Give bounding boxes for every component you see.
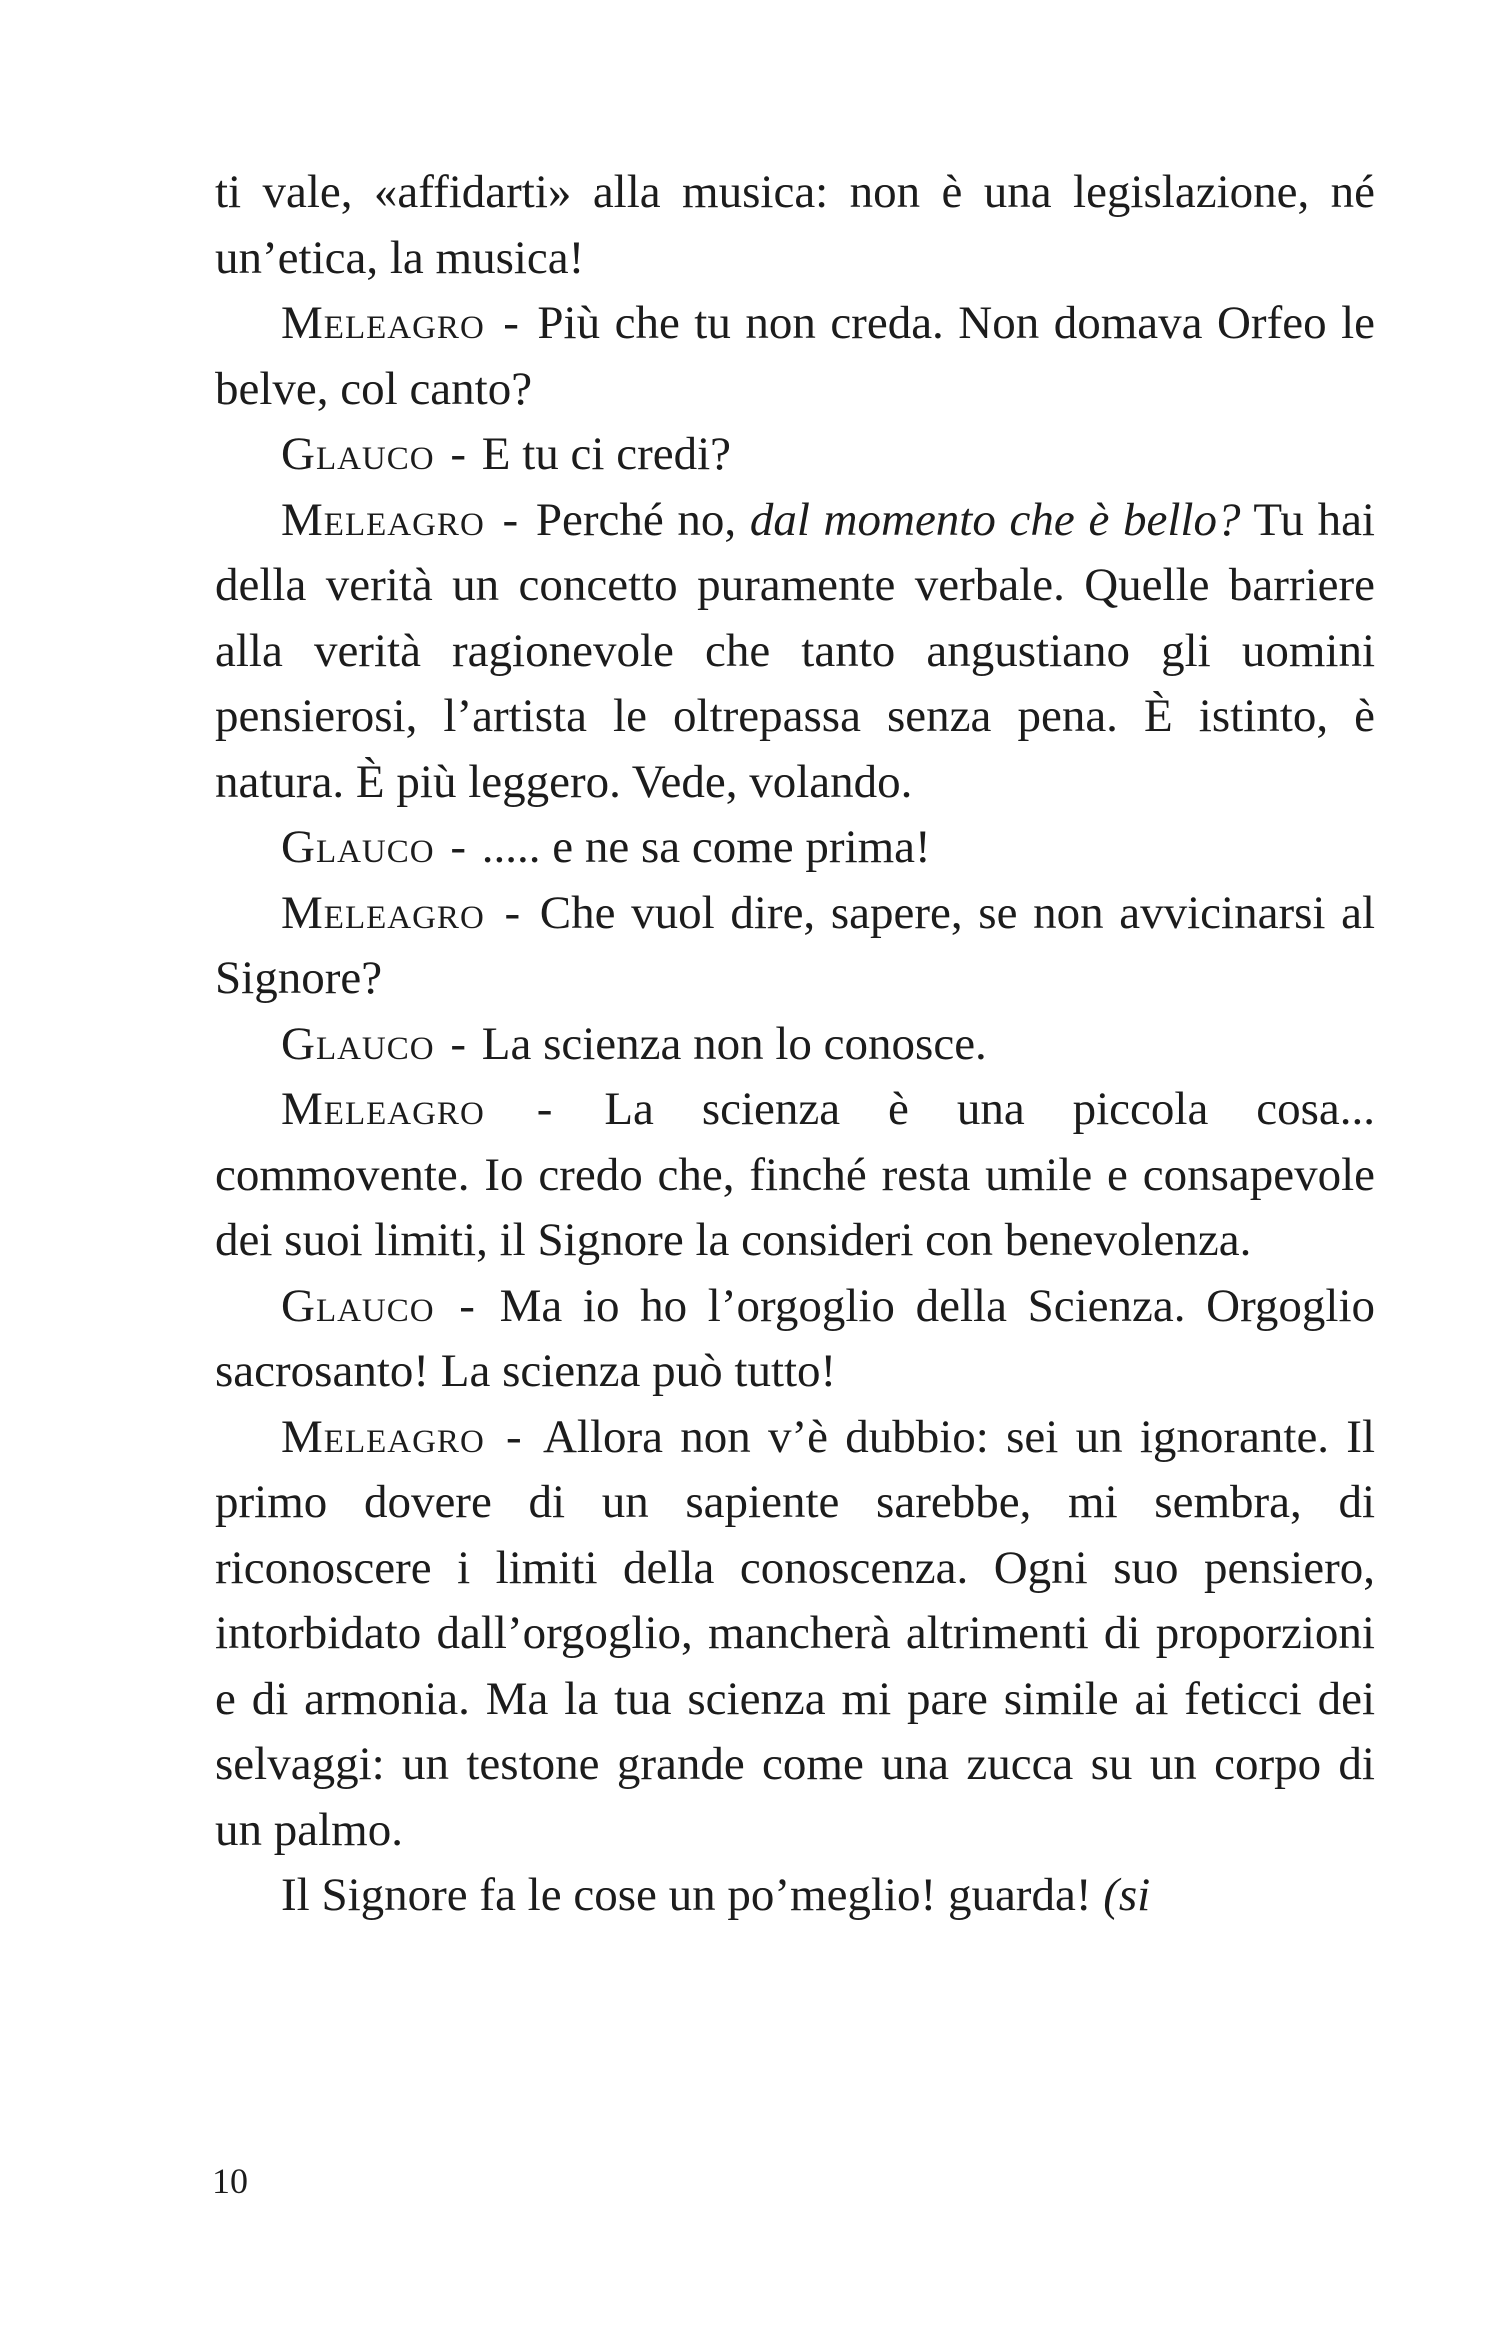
speaker-name: Glauco xyxy=(281,428,435,480)
page-number: 10 xyxy=(212,2161,248,2201)
speaker-separator: - xyxy=(450,1017,467,1070)
speaker-name: Meleagro xyxy=(281,493,485,546)
dialogue-paragraph xyxy=(215,815,1375,881)
dialogue-paragraph xyxy=(215,1405,1375,1864)
paragraph-text: ti vale, «affidarti» alla musica: non è una legislazione, né un’etica, la musica! xyxy=(215,166,1375,284)
speaker-name: Meleagro xyxy=(281,1410,485,1463)
dialogue-paragraph xyxy=(215,422,1375,488)
dialogue-paragraph xyxy=(215,1863,1375,1929)
speech-text: Più che tu non creda. Non domava Orfeo le belve, col canto? xyxy=(215,297,1375,415)
speech-text: La scienza non lo conosce. xyxy=(481,1017,987,1070)
speaker-name: Meleagro xyxy=(281,297,485,349)
speech-emphasis: dal momento che è bello? xyxy=(749,493,1241,546)
speech-text: Ma io ho l’orgoglio della Scienza. Orgoglio sacrosanto! La scienza può tutto! xyxy=(215,1279,1376,1397)
speech-text: Che vuol dire, sapere, se non avvicinarsi al Signore? xyxy=(215,886,1376,1004)
dialogue-paragraph xyxy=(215,1274,1375,1405)
dialogue-paragraph xyxy=(215,881,1375,1012)
speaker-separator: - xyxy=(502,493,519,546)
dialogue-text xyxy=(215,160,1375,1929)
speech-text: La scienza è una piccola cosa... commovente. Io credo che, finché resta umile e consapevole dei suoi limiti, il Signore la consideri con benevolenza. xyxy=(215,1083,1376,1266)
speech-text: Perché no, xyxy=(535,493,750,546)
stage-direction: (si xyxy=(1103,1869,1151,1921)
speech-text: E tu ci credi? xyxy=(481,428,731,480)
speech-text: Allora non v’è dubbio: sei un ignorante. Il primo dovere di un sapiente sarebbe, mi sembra, di riconoscere i limiti della conoscenza. Ogni suo pensiero, intorbidato dall’orgoglio, mancherà altrimenti di proporzioni e di armonia. Ma la tua scienza mi pare simile ai feticci dei selvaggi: un testone grande come una zucca su un corpo di un palmo. xyxy=(215,1410,1376,1856)
speaker-separator: - xyxy=(504,886,521,939)
speaker-separator: - xyxy=(536,1083,553,1135)
speaker-separator: - xyxy=(506,1410,522,1463)
speaker-name: Meleagro xyxy=(281,886,485,939)
speaker-separator: - xyxy=(450,428,467,480)
speaker-name: Glauco xyxy=(281,821,435,873)
dialogue-paragraph xyxy=(215,488,1375,816)
dialogue-paragraph xyxy=(215,1012,1375,1078)
narration-text: Il Signore fa le cose un po’meglio! guarda! xyxy=(281,1869,1104,1921)
speech-text: ..... e ne sa come prima! xyxy=(481,821,931,873)
speaker-name: Meleagro xyxy=(281,1083,485,1135)
speaker-name: Glauco xyxy=(281,1279,435,1332)
dialogue-paragraph xyxy=(215,1077,1375,1274)
speaker-separator: - xyxy=(459,1279,475,1332)
speaker-name: Glauco xyxy=(281,1017,435,1070)
speech-text: Tu hai della verità un concetto puramente verbale. Quelle barriere alla verità ragionevole che tanto angustiano gli uomini pensierosi, l’artista le oltrepassa senza pena. È istinto, è natura. È più leggero. Vede, volando. xyxy=(215,493,1375,808)
speaker-separator: - xyxy=(503,297,519,349)
dialogue-paragraph xyxy=(215,160,1375,291)
dialogue-paragraph xyxy=(215,291,1375,422)
speaker-separator: - xyxy=(450,821,467,873)
